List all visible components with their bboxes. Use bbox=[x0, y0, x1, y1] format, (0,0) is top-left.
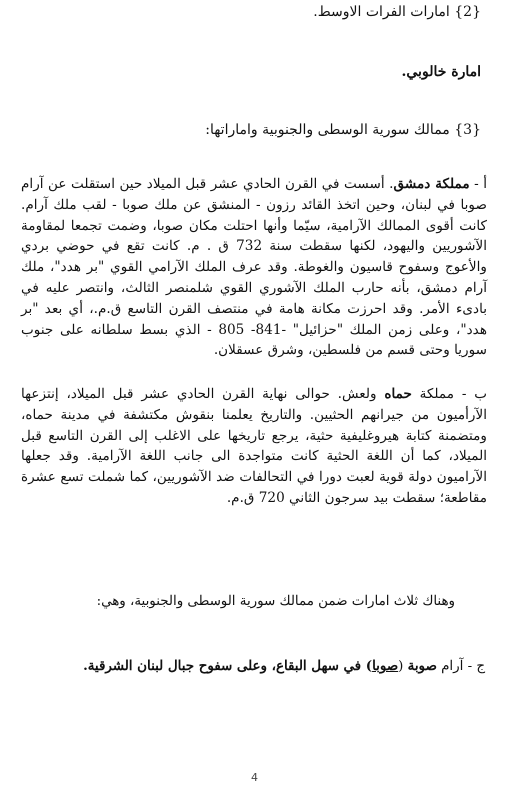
page-number: 4 bbox=[251, 771, 258, 784]
heading-euphrates-emirates: {2} امارات الفرات الاوسط. bbox=[313, 4, 481, 20]
paragraph-prefix: أ - bbox=[469, 176, 488, 192]
item-prefix: ج - آرام bbox=[436, 659, 485, 674]
paragraph-body: ولعش. حوالى نهاية القرن الحادي عشر قبل الميلاد، إنتزعها الآرأميون من جيرانهم الحثيين. والتاريخ يعلمنا بنقوش مكتشفة في مدينة حماه، ومتضمنة كتابة هيروغليفية حثية، يرجع تاريخها على الاغلب إلى القرن التاسع قبل الميلاد، كما أن اللغة الحثية كانت متواجدة الى جانب اللغة الآرامية. وقد جعلها الآراميون دولة قوية لعبت دورا في التحالفات ضد الآشوريين، كما شملت تسع عشرة مقاطعة؛ سقطت بيد سرجون الثاني 720 ق.م. bbox=[21, 386, 487, 506]
item-paren: ( bbox=[398, 659, 408, 674]
intro-three-emirates: وهناك ثلاث امارات ضمن ممالك سورية الوسطى والجنوبية، وهي: bbox=[96, 594, 455, 609]
item-aram-zobah bbox=[83, 656, 485, 677]
term-zobah: صوبة bbox=[407, 658, 437, 674]
term-hama: حماه bbox=[384, 386, 412, 402]
paragraph-prefix: ب - مملكة bbox=[411, 386, 487, 402]
paragraph-hama-kingdom bbox=[21, 384, 487, 509]
paragraph-body: . أسست في القرن الحادي عشر قبل الميلاد حين استقلت عن آرام صوبا في لبنان، وحين اتخذ القائد رزون - المنشق عن ملك صوبا - لقب ملك آرام. كانت أقوى الممالك الآرامية، سيّما وأنها احتلت مكان صوبا، وضمت تجمعا لمقاومة الآشوريين واليهود، لكنها سقطت سنة 732 ق . م. كانت تقع في حوضي بردي والأعوج وسفوح قاسيون والغوطة. وقد عرف الملك الآرامي القوي "بر هدد"، ملك آرام دمشق، بأنه حارب الملك الآشوري القوي شلمنصر الثالث، وانتصر عليه في بادىء الأمر. وقد احرزت مكانة هامة في منتصف القرن التاسع ق.م.، أي بعد "بر هدد"، وعلى زمن الملك "حزائيل" -841- 805 - الذي بسط سلطانه على جنوب سوريا وحتى قسم من فلسطين، وشرق عسقلان. bbox=[21, 176, 487, 359]
paragraph-damascus-kingdom bbox=[21, 174, 487, 361]
heading-khalubi-emirate: امارة خالوبي. bbox=[401, 64, 481, 80]
item-body: ) في سهل البقاع، وعلى سفوح جبال لبنان الشرقية. bbox=[83, 658, 373, 674]
heading-central-southern-syria: {3} ممالك سورية الوسطى والجنوبية واماراتها: bbox=[205, 122, 481, 138]
term-zoba: صوبا bbox=[372, 658, 399, 674]
term-damascus-kingdom: مملكة دمشق bbox=[393, 176, 470, 192]
